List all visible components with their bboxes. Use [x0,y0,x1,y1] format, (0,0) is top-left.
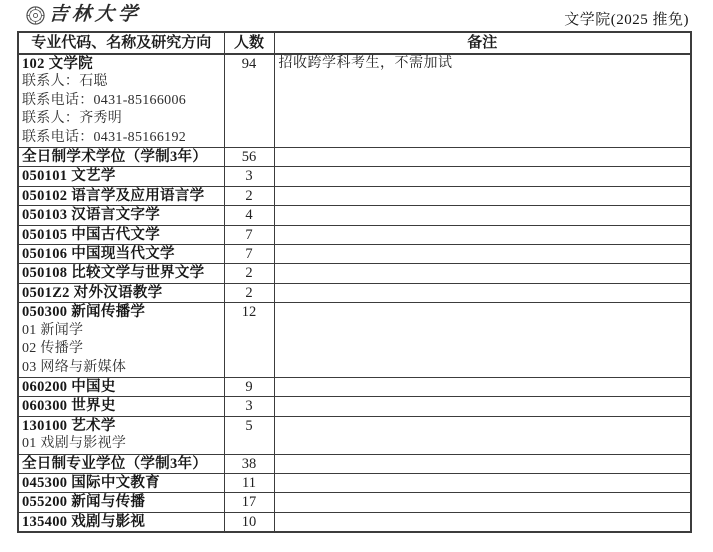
count-cell: 12 [224,303,274,378]
header-row [18,32,691,54]
major-title: 050101 文艺学 [22,168,116,185]
major-cell [18,264,224,283]
major-cell [18,493,224,512]
major-title: 050105 中国古代文学 [22,226,161,243]
major-title: 045300 国际中文教育 [22,474,161,491]
university-name: 吉林大学 [48,4,142,25]
major-detail: 联系人：齐秀明 [22,111,123,127]
major-title: 全日制专业学位（学制3年） [22,455,208,472]
column-header-count: 人数 [224,32,274,54]
table-row [18,225,691,244]
remark-cell [274,512,691,532]
university-logo [26,5,141,25]
remark-cell [274,225,691,244]
table-row [18,397,691,416]
table-row [18,283,691,302]
table-header [18,32,691,54]
count-cell: 11 [224,473,274,492]
major-title: 050108 比较文学与世界文学 [22,265,205,282]
major-detail: 01 新闻学 [22,322,84,338]
table-row [18,493,691,512]
major-cell [18,416,224,454]
university-seal-icon [26,6,45,25]
major-title: 102 文学院 [22,56,93,72]
table-row [18,54,691,148]
major-cell [18,245,224,264]
table-row [18,303,691,378]
major-title: 全日制学术学位（学制3年） [22,149,208,166]
remark-cell [274,283,691,302]
table-row [18,186,691,205]
major-detail: 01 戏剧与影视学 [22,436,127,452]
count-cell: 2 [224,283,274,302]
table-row [18,245,691,264]
major-cell [18,148,224,167]
remark-cell [274,245,691,264]
count-cell: 9 [224,377,274,396]
count-cell: 5 [224,416,274,454]
table-body [18,54,691,532]
major-cell [18,283,224,302]
count-cell: 2 [224,264,274,283]
remark-cell [274,493,691,512]
major-cell [18,377,224,396]
remark-cell [274,186,691,205]
major-title: 055200 新闻与传播 [22,494,146,511]
major-cell [18,54,224,148]
column-header-major: 专业代码、名称及研究方向 [18,32,224,54]
major-cell [18,473,224,492]
major-cell [18,206,224,225]
table-row [18,473,691,492]
major-title: 050106 中国现当代文学 [22,246,175,263]
table-row [18,454,691,473]
count-cell: 38 [224,454,274,473]
table-row [18,264,691,283]
remark-cell [274,473,691,492]
major-cell [18,454,224,473]
remark-cell: 招收跨学科考生，不需加试 [274,54,691,148]
table-row [18,206,691,225]
count-cell: 94 [224,54,274,148]
remark-cell [274,206,691,225]
remark-cell [274,454,691,473]
admissions-table [17,31,692,533]
count-cell: 3 [224,167,274,186]
count-cell: 3 [224,397,274,416]
column-header-remark: 备注 [274,32,691,54]
major-cell [18,397,224,416]
count-cell: 10 [224,512,274,532]
major-title: 060300 世界史 [22,398,116,415]
major-detail: 03 网络与新媒体 [22,359,127,375]
major-title: 050103 汉语言文字学 [22,207,161,224]
table-row [18,416,691,454]
table-row [18,377,691,396]
remark-cell [274,377,691,396]
remark-cell [274,416,691,454]
major-cell [18,303,224,378]
count-cell: 7 [224,225,274,244]
remark-cell [274,264,691,283]
remark-cell [274,148,691,167]
major-cell [18,225,224,244]
remark-cell [274,397,691,416]
major-detail: 02 传播学 [22,341,84,357]
major-cell [18,512,224,532]
major-cell [18,167,224,186]
table-row [18,167,691,186]
document-title: 文学院(2025 推免) [564,12,689,28]
document-header [0,0,713,31]
count-cell: 17 [224,493,274,512]
major-title: 050102 语言学及应用语言学 [22,187,205,204]
major-cell [18,186,224,205]
table-row [18,148,691,167]
remark-cell [274,167,691,186]
remark-cell [274,303,691,378]
major-detail: 联系人：石聪 [22,74,108,90]
major-title: 050300 新闻传播学 [22,304,146,321]
major-title: 130100 艺术学 [22,417,116,434]
major-detail: 联系电话：0431-85166006 [22,92,187,108]
count-cell: 4 [224,206,274,225]
count-cell: 7 [224,245,274,264]
count-cell: 2 [224,186,274,205]
table-row [18,512,691,532]
major-detail: 联系电话：0431-85166192 [22,129,187,145]
major-title: 135400 戏剧与影视 [22,513,146,530]
major-title: 060200 中国史 [22,378,116,395]
major-title: 0501Z2 对外汉语教学 [22,284,163,301]
count-cell: 56 [224,148,274,167]
